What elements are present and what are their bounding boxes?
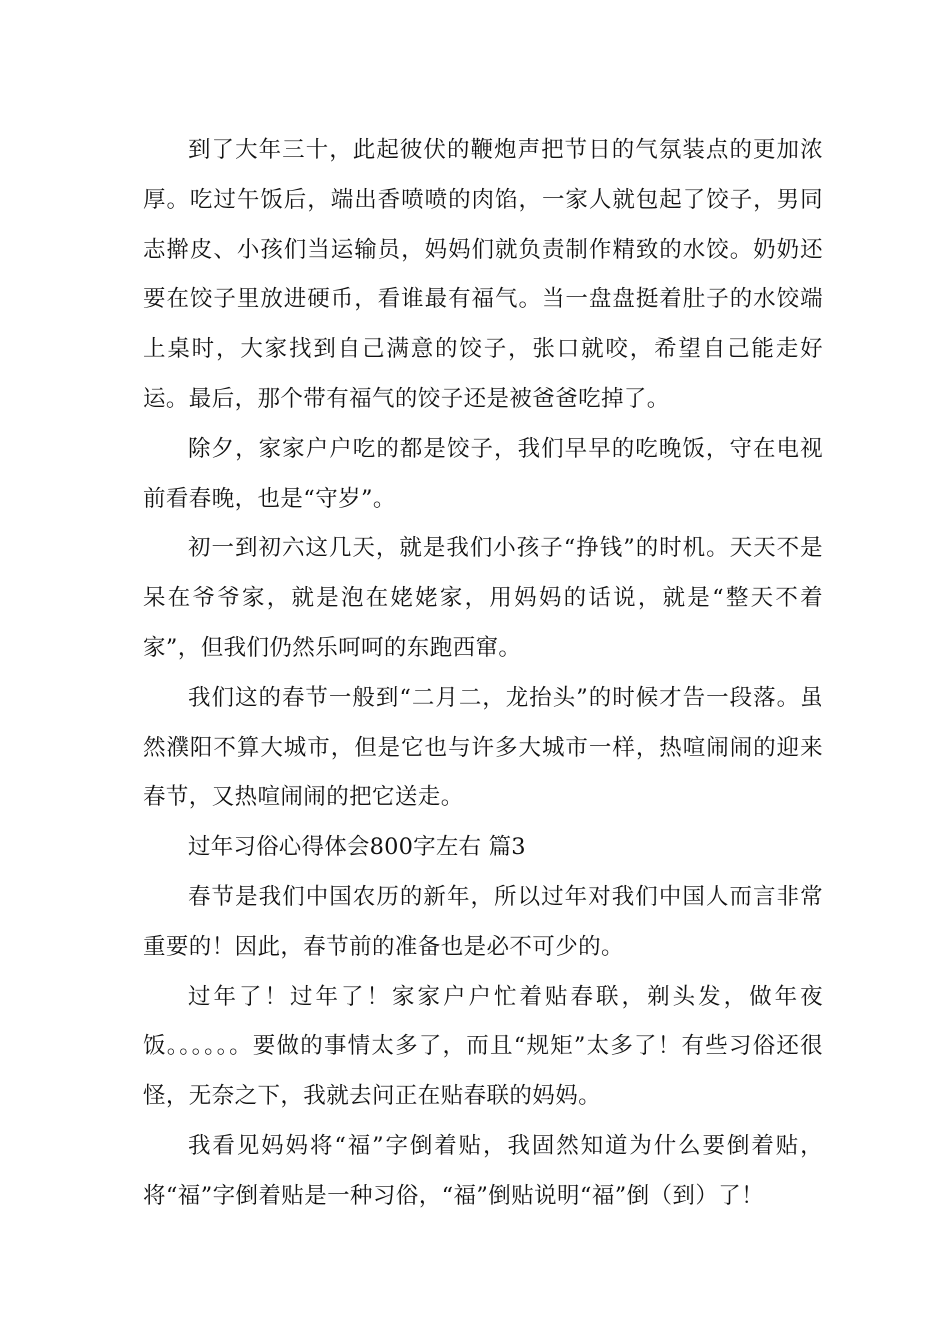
paragraph-new-years-eve-dumplings: 到了大年三十，此起彼伏的鞭炮声把节日的气氛装点的更加浓厚。吃过午饭后，端出香喷喷的肉馅，一家人就包起了饺子，男同志擀皮、小孩们当运输员，妈妈们就负责制作精致的水饺。奶奶还要在饺子里放进硬币，看谁最有福气。当一盘盘挺着肚子的水饺端上桌时，大家找到自己满意的饺子，张口就咬，希望自己能走好运。最后，那个带有福气的饺子还是被爸爸吃掉了。 [143, 137, 823, 412]
paragraph-fu-upside-down: 我看见妈妈将“福”字倒着贴，我固然知道为什么要倒着贴，将“福”字倒着贴是一种习俗，“福”倒贴说明“福”倒（到）了！ [143, 1132, 823, 1209]
section-heading-part-3: 过年习俗心得体会800字左右 篇3 [188, 834, 526, 861]
document-body [143, 126, 823, 1222]
paragraph-first-to-sixth-day: 初一到初六这几天，就是我们小孩子“挣钱”的时机。天天不是呆在爷爷家，就是泡在姥姥家，用妈妈的话说，就是“整天不着家”，但我们仍然乐呵呵的东跑西窜。 [143, 535, 823, 661]
paragraph-erYueEr-end: 我们这的春节一般到“二月二，龙抬头”的时候才告一段落。虽然濮阳不算大城市，但是它也与许多大城市一样，热喧闹闹的迎来春节，又热喧闹闹的把它送走。 [143, 684, 823, 811]
paragraph-preparations-customs: 过年了！过年了！家家户户忙着贴春联，剃头发，做年夜饭。。。。。。要做的事情太多了，而且“规矩”太多了！有些习俗还很怪，无奈之下，我就去问正在贴春联的妈妈。 [143, 983, 823, 1110]
paragraph-spring-festival-importance: 春节是我们中国农历的新年，所以过年对我们中国人而言非常重要的！因此，春节前的准备也是必不可少的。 [143, 883, 823, 960]
paragraph-chuxi-shousui: 除夕，家家户户吃的都是饺子，我们早早的吃晚饭，守在电视前看春晚，也是“守岁”。 [143, 435, 823, 512]
